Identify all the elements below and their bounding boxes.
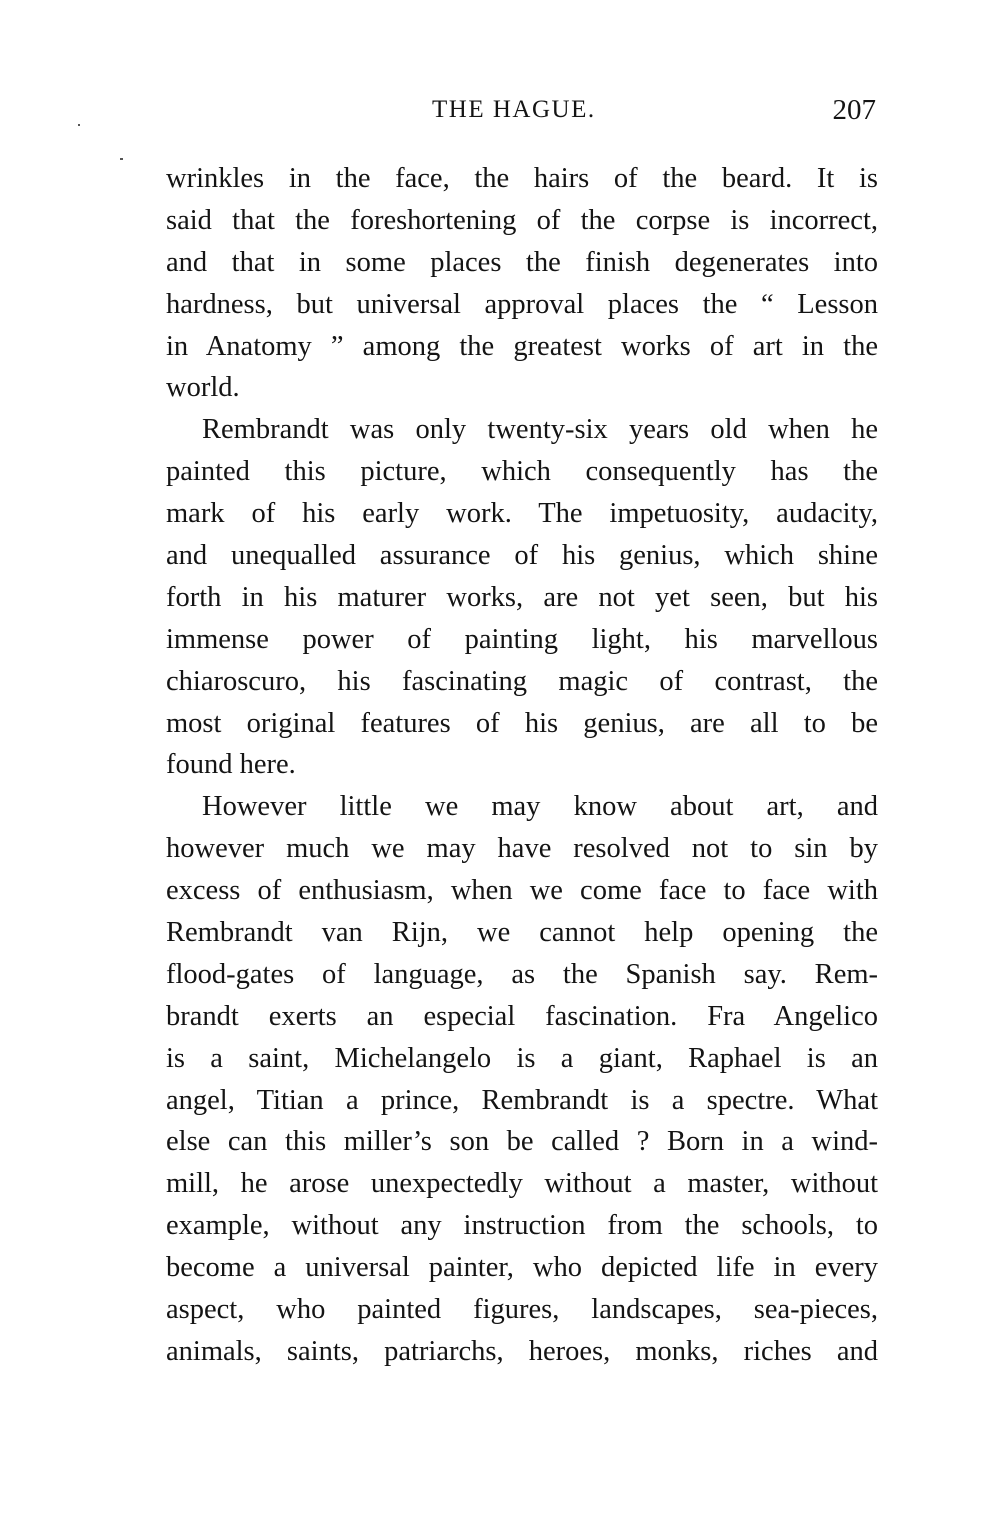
print-speck: [78, 124, 80, 126]
text-line: example, without any instruction from the schools, to: [166, 1210, 878, 1242]
body-text: [166, 158, 878, 1373]
text-line: said that the foreshortening of the corpse is incorrect,: [166, 204, 878, 236]
text-line: mark of his early work. The impetuosity, audacity,: [166, 498, 878, 530]
text-line: immense power of painting light, his marvellous: [166, 623, 878, 655]
text-line: found here.: [166, 749, 296, 781]
text-line: become a universal painter, who depicted life in every: [166, 1252, 878, 1284]
text-line: aspect, who painted figures, landscapes, sea-pieces,: [166, 1294, 878, 1326]
text-line: Rembrandt was only twenty-six years old when he: [202, 414, 878, 446]
text-line: and that in some places the finish degenerates into: [166, 246, 878, 278]
text-line: hardness, but universal approval places the “ Lesson: [166, 288, 878, 320]
text-line: forth in his maturer works, are not yet seen, but his: [166, 581, 878, 613]
paragraph: [166, 158, 878, 409]
page-number: 207: [832, 94, 876, 126]
text-line: Rembrandt van Rijn, we cannot help opening the: [166, 917, 878, 949]
text-line: flood-gates of language, as the Spanish say. Rem-: [166, 958, 878, 990]
running-head: [0, 90, 1000, 130]
text-line: else can this miller’s son be called ? Born in a wind-: [166, 1126, 878, 1158]
print-speck: [120, 158, 123, 160]
text-line: excess of enthusiasm, when we come face to face with: [166, 875, 878, 907]
paragraph: [166, 409, 878, 786]
text-line: however much we may have resolved not to sin by: [166, 833, 878, 865]
text-line: chiaroscuro, his fascinating magic of contrast, the: [166, 665, 878, 697]
text-line: brandt exerts an especial fascination. Fra Angelico: [166, 1000, 878, 1032]
text-line: world.: [166, 372, 240, 404]
text-line: wrinkles in the face, the hairs of the beard. It is: [166, 163, 878, 194]
running-title: THE HAGUE.: [432, 96, 596, 123]
text-line: most original features of his genius, are all to be: [166, 707, 878, 739]
text-line: mill, he arose unexpectedly without a master, without: [166, 1168, 878, 1200]
paragraph: [166, 786, 878, 1372]
text-line: angel, Titian a prince, Rembrandt is a spectre. What: [166, 1084, 878, 1116]
text-line: painted this picture, which consequently has the: [166, 456, 878, 488]
text-line: animals, saints, patriarchs, heroes, monks, riches and: [166, 1335, 878, 1367]
text-line: and unequalled assurance of his genius, which shine: [166, 540, 878, 572]
text-line: However little we may know about art, and: [202, 791, 878, 823]
text-line: in Anatomy ” among the greatest works of art in the: [166, 330, 878, 362]
text-line: is a saint, Michelangelo is a giant, Raphael is an: [166, 1042, 878, 1074]
